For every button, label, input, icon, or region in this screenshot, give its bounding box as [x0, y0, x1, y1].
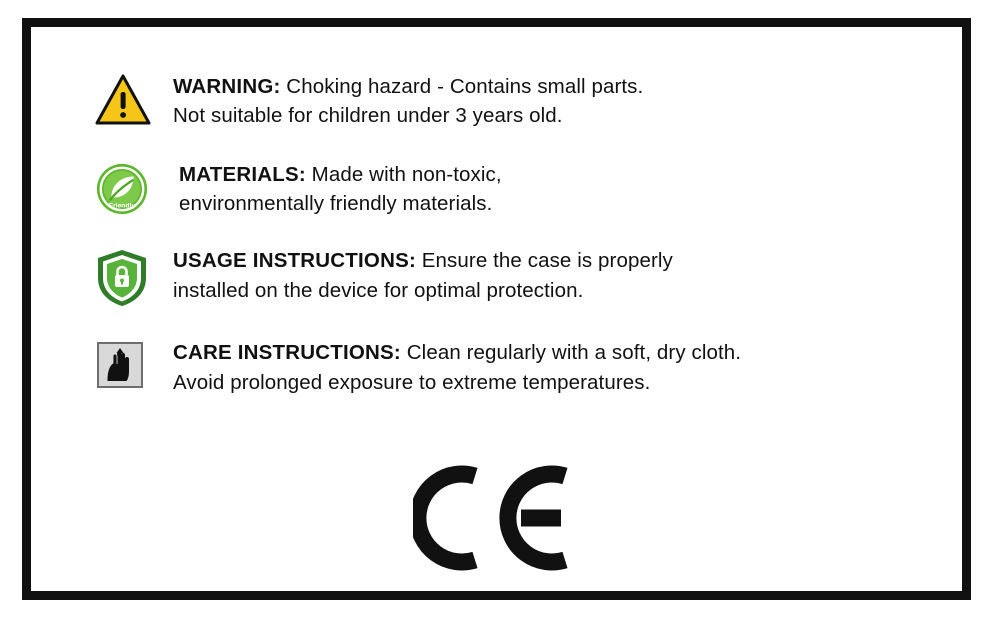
materials-body-line2: environmentally friendly materials.: [179, 192, 493, 216]
svg-text:Friendly: Friendly: [108, 202, 136, 210]
handle-with-care-icon: [95, 340, 145, 390]
notice-usage: [95, 246, 925, 308]
warning-triangle-icon: [95, 74, 151, 126]
materials-text: [173, 160, 925, 218]
ce-mark-container: [0, 462, 993, 574]
usage-icon-cell: [95, 246, 173, 308]
care-icon-cell: [95, 338, 173, 390]
warning-body-line1: Choking hazard - Contains small parts.: [280, 75, 644, 98]
usage-text: [173, 246, 925, 304]
care-body-line2: Avoid prolonged exposure to extreme temperatures.: [173, 370, 651, 394]
materials-lead: MATERIALS:: [179, 163, 306, 187]
usage-lead: USAGE INSTRUCTIONS:: [173, 249, 416, 273]
ce-marking-icon: [413, 462, 581, 574]
notice-materials: [95, 160, 925, 218]
warning-body-line2: Not suitable for children under 3 years old.: [173, 104, 563, 128]
notices-list: [95, 72, 925, 407]
warning-lead: WARNING:: [173, 75, 281, 98]
care-body-line1: Clean regularly with a soft, dry cloth.: [400, 341, 742, 365]
usage-body-line1: Ensure the case is properly: [415, 249, 673, 273]
warning-text: [173, 72, 925, 130]
usage-body-line2: installed on the device for optimal protection.: [173, 278, 584, 302]
care-text: [173, 338, 925, 396]
materials-icon-cell: [95, 160, 173, 216]
materials-body-line1: Made with non-toxic,: [305, 163, 502, 187]
care-lead: CARE INSTRUCTIONS:: [173, 341, 401, 365]
notice-care: [95, 338, 925, 396]
notice-warning: [95, 72, 925, 130]
eco-friendly-leaf-icon: [95, 162, 149, 216]
shield-protection-icon: [95, 248, 149, 308]
warning-icon-cell: [95, 72, 173, 126]
